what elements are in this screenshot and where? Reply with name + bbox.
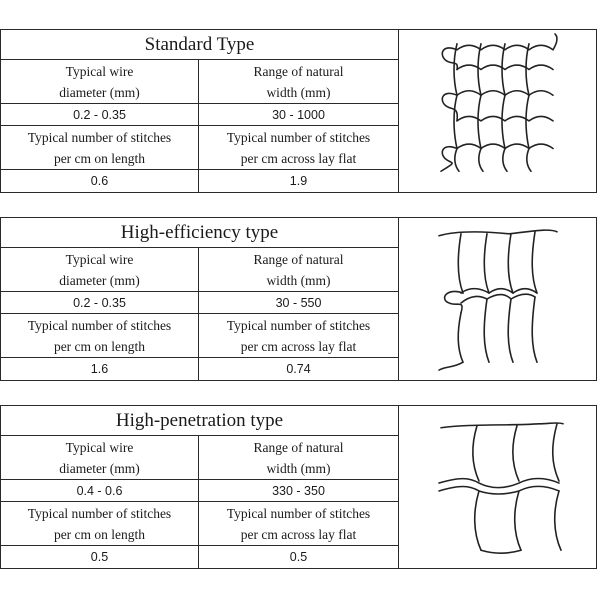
standard-mesh-icon: [399, 30, 597, 192]
natural-width-label: Range of natural width (mm): [199, 248, 398, 292]
table-title: High-efficiency type: [1, 218, 398, 248]
high-efficiency-type-table: [1, 218, 399, 380]
stitches-across-value: 0.5: [289, 550, 308, 564]
standard-type-block: [0, 29, 597, 193]
stitches-across-value: 1.9: [289, 174, 308, 188]
stitches-across-label: Typical number of stitches per cm across lay flat: [199, 126, 398, 170]
stitches-length-label: Typical number of stitches per cm on length: [1, 126, 199, 170]
wire-diameter-label: Typical wire diameter (mm): [1, 248, 199, 292]
stitches-length-value: 0.5: [1, 546, 199, 568]
natural-width-label: Range of natural width (mm): [199, 60, 398, 104]
stitches-across-label: Typical number of stitches per cm across lay flat: [199, 314, 398, 358]
high-penetration-type-table: [1, 406, 399, 568]
high-penetration-mesh-icon: [399, 406, 597, 568]
stitches-length-label: Typical number of stitches per cm on length: [1, 502, 199, 546]
wire-diameter-value: 0.2 - 0.35: [1, 104, 199, 126]
natural-width-label: Range of natural width (mm): [199, 436, 398, 480]
high-efficiency-type-block: [0, 217, 597, 381]
high-penetration-type-block: [0, 405, 597, 569]
wire-diameter-label: Typical wire diameter (mm): [1, 60, 199, 104]
stitches-across-value: 0.74: [286, 362, 311, 376]
standard-type-table: [1, 30, 399, 192]
wire-diameter-label: Typical wire diameter (mm): [1, 436, 199, 480]
table-title: Standard Type: [1, 30, 398, 60]
high-efficiency-mesh-icon: [399, 218, 597, 380]
stitches-length-value: 1.6: [1, 358, 199, 380]
stitches-length-value: 0.6: [1, 170, 199, 192]
natural-width-value: 330 - 350: [199, 480, 398, 502]
natural-width-value: 30 - 1000: [199, 104, 398, 126]
stitches-length-label: Typical number of stitches per cm on length: [1, 314, 199, 358]
natural-width-value: 30 - 550: [199, 292, 398, 314]
table-title: High-penetration type: [1, 406, 398, 436]
wire-diameter-value: 0.4 - 0.6: [1, 480, 199, 502]
stitches-across-label: Typical number of stitches per cm across lay flat: [199, 502, 398, 546]
wire-diameter-value: 0.2 - 0.35: [1, 292, 199, 314]
